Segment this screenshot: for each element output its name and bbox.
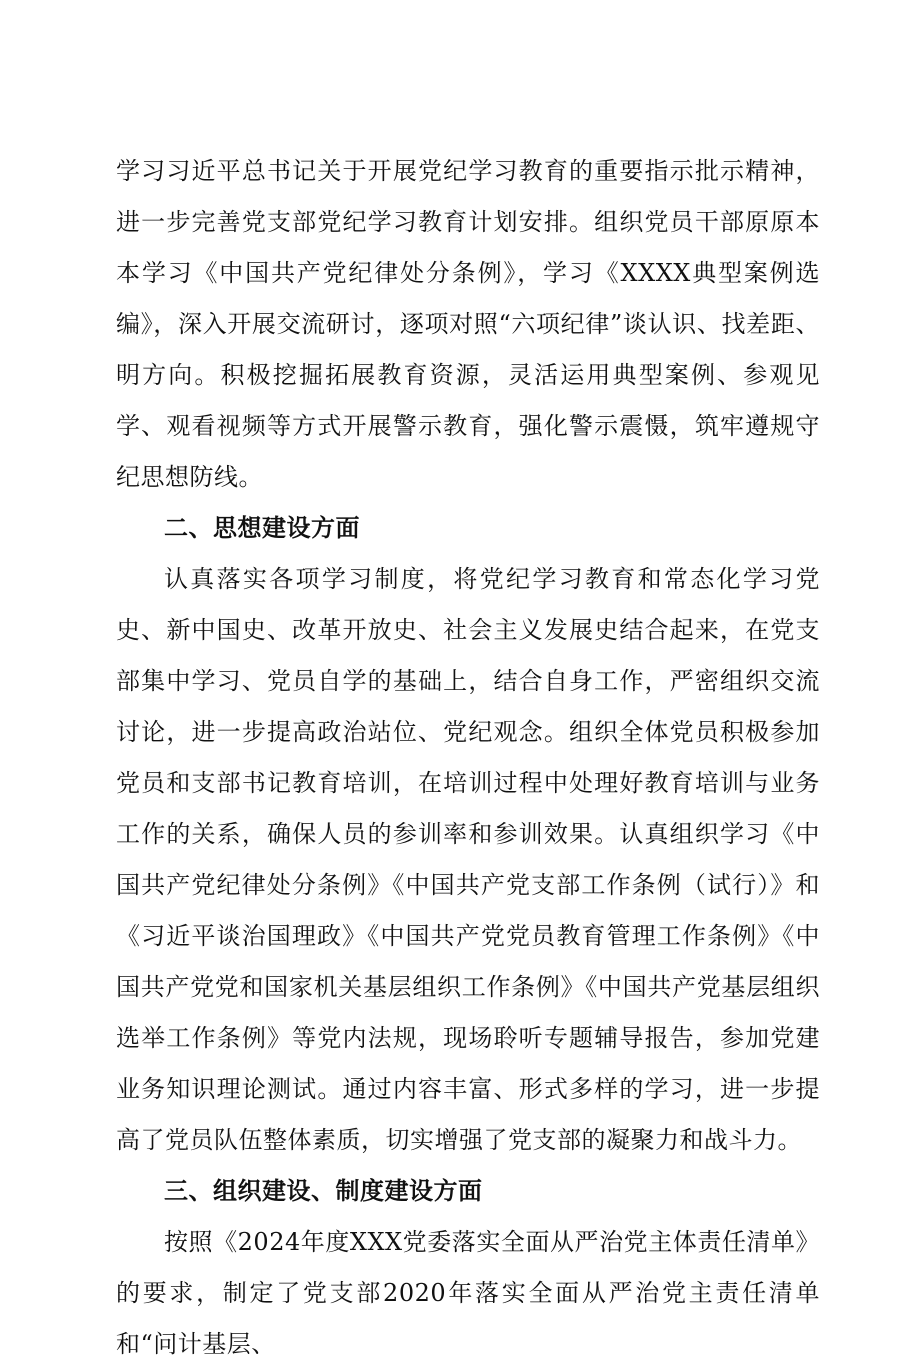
body-paragraph-ideology: 认真落实各项学习制度，将党纪学习教育和常态化学习党史、新中国史、改革开放史、社会主义发展史结合起来，在党支部集中学习、党员自学的基础上，结合自身工作，严密组织交流讨论，进一步提高政治站位、党纪观念。组织全体党员积极参加党员和支部书记教育培训，在培训过程中处理好教育培训与业务工作的关系，确保人员的参训率和参训效果。认真组织学习《中国共产党纪律处分条例》《中国共产党支部工作条例（试行）》和《习近平谈治国理政》《中国共产党党员教育管理工作条例》《中国共产党党和国家机关基层组织工作条例》《中国共产党基层组织选举工作条例》等党内法规，现场聆听专题辅导报告，参加党建业务知识理论测试。通过内容丰富、形式多样的学习，进一步提高了党员队伍整体素质，切实增强了党支部的凝聚力和战斗力。 (116, 565, 820, 1154)
body-paragraph-organization: 按照《2024年度XXX党委落实全面从严治党主体责任清单》的要求，制定了党支部2020年落实全面从严治党主责任清单和“问计基层、 (116, 1228, 820, 1358)
section-heading-organization: 三、组织建设、制度建设方面 (164, 1177, 483, 1205)
body-paragraph-intro: 学习习近平总书记关于开展党纪学习教育的重要指示批示精神，进一步完善党支部党纪学习教育计划安排。组织党员干部原原本本学习《中国共产党纪律处分条例》，学习《XXXX典型案例选编》，深入开展交流研讨，逐项对照“六项纪律”谈认识、找差距、明方向。积极挖掘拓展教育资源，灵活运用典型案例、参观见学、观看视频等方式开展警示教育，强化警示震慑，筑牢遵规守纪思想防线。 (116, 157, 820, 491)
section-heading-ideology: 二、思想建设方面 (164, 514, 360, 542)
